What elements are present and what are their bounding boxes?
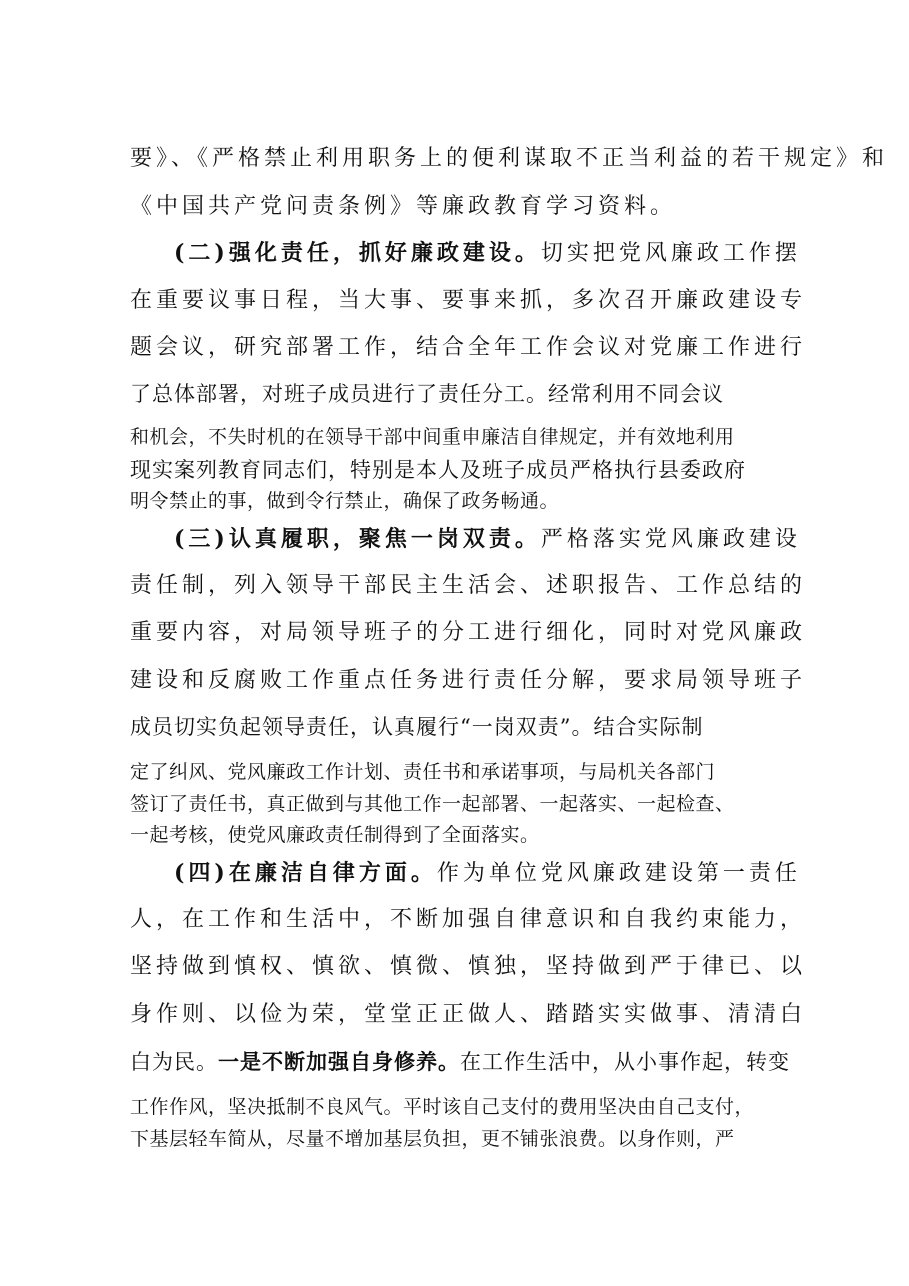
section-heading: (三)认真履职，聚焦一岗双责。 <box>174 526 541 552</box>
line-text: 题会议，研究部署工作，结合全年工作会议对党廉工作进行 <box>130 335 807 360</box>
line-text: 和机会，不失时机的在领导干部中间重申廉洁自律规定，并有效地利用 <box>130 426 735 448</box>
text-line <box>130 573 807 598</box>
line-text: 工作作风，坚决抵制不良风气。平时该自己支付的费用坚决由自己支付， <box>130 1096 755 1118</box>
line-text: 成员切实负起领导责任，认真履行“一岗双责”。结合实际制 <box>130 715 704 739</box>
line-text: 切实把党风廉政工作摆 <box>540 241 801 266</box>
text-line <box>130 428 780 447</box>
line-text: 责任制，列入领导干部民主生活会、述职报告、工作总结的 <box>130 573 807 598</box>
line-text: 人，在工作和生活中，不断加强自律意识和自我约束能力， <box>130 907 807 932</box>
line-text: 在重要议事日程，当大事、要事来抓，多次召开廉政建设专 <box>130 288 807 313</box>
section-heading-line <box>174 862 824 885</box>
text-line <box>130 668 807 693</box>
line-text: 要》、《严格禁止利用职务上的便利谋取不正当利益的若干规定》和 <box>130 146 889 171</box>
section-heading: (二)强化责任，抓好廉政建设。 <box>174 240 541 266</box>
text-line <box>130 717 780 738</box>
line-text: 《中国共产党问责条例》等廉政教育学习资料。 <box>130 194 677 219</box>
text-line <box>130 620 807 645</box>
text-line <box>130 288 807 313</box>
text-line <box>130 146 889 171</box>
line-text: 严格落实党风廉政建设 <box>540 527 801 552</box>
text-line <box>130 1049 790 1074</box>
text-line <box>130 907 807 932</box>
line-text: 作为单位党风廉政建设第一责任 <box>436 861 801 886</box>
line-text: 一起考核，使党风廉政责任制得到了全面落实。 <box>130 824 540 846</box>
section-heading: (四)在廉洁自律方面。 <box>174 860 437 886</box>
section-heading-line <box>174 528 824 551</box>
line-text: 重要内容，对局领导班子的分工进行细化，同时对党风廉政 <box>130 620 807 645</box>
line-text: 明令禁止的事，做到令行禁止，确保了政务畅通。 <box>130 490 560 512</box>
text-line <box>130 1098 780 1117</box>
line-text: 坚持做到慎权、慎欲、慎微、慎独，坚持做到严于律已、以 <box>130 954 807 979</box>
text-line <box>130 826 780 845</box>
text-line <box>130 763 780 782</box>
section-heading-line <box>174 242 824 265</box>
line-text: 签订了责任书，真正做到与其他工作一起部署、一起落实、一起检查、 <box>130 793 735 815</box>
line-text: 定了纠风、党风廉政工作计划、责任书和承诺事项，与局机关各部门 <box>130 761 716 783</box>
text-line <box>130 335 807 360</box>
line-text: 现实案列教育同志们，特别是本人及班子成员严格执行县委政府 <box>130 458 746 482</box>
text-line <box>130 954 807 979</box>
text-line <box>130 460 780 481</box>
text-line <box>130 1002 807 1027</box>
bold-phrase: 一是不断加强自身修养。 <box>218 1049 460 1074</box>
text-line <box>130 492 780 511</box>
text-line <box>130 196 780 218</box>
text-line <box>130 384 780 405</box>
line-text: 了总体部署，对班子成员进行了责任分工。经常利用不同会议 <box>130 382 724 406</box>
text-line <box>130 795 780 814</box>
line-text: 下基层轻车简从，尽量不增加基层负担，更不铺张浪费。以身作则，严 <box>130 1128 735 1150</box>
text-line <box>130 1130 780 1149</box>
line-text: 建设和反腐败工作重点任务进行责任分解，要求局领导班子 <box>130 668 807 693</box>
line-text: 身作则、以俭为荣，堂堂正正做人、踏踏实实做事、清清白 <box>130 1002 807 1027</box>
line-text: 在工作生活中，从小事作起，转变 <box>460 1050 790 1074</box>
line-text: 白为民。 <box>130 1050 218 1074</box>
